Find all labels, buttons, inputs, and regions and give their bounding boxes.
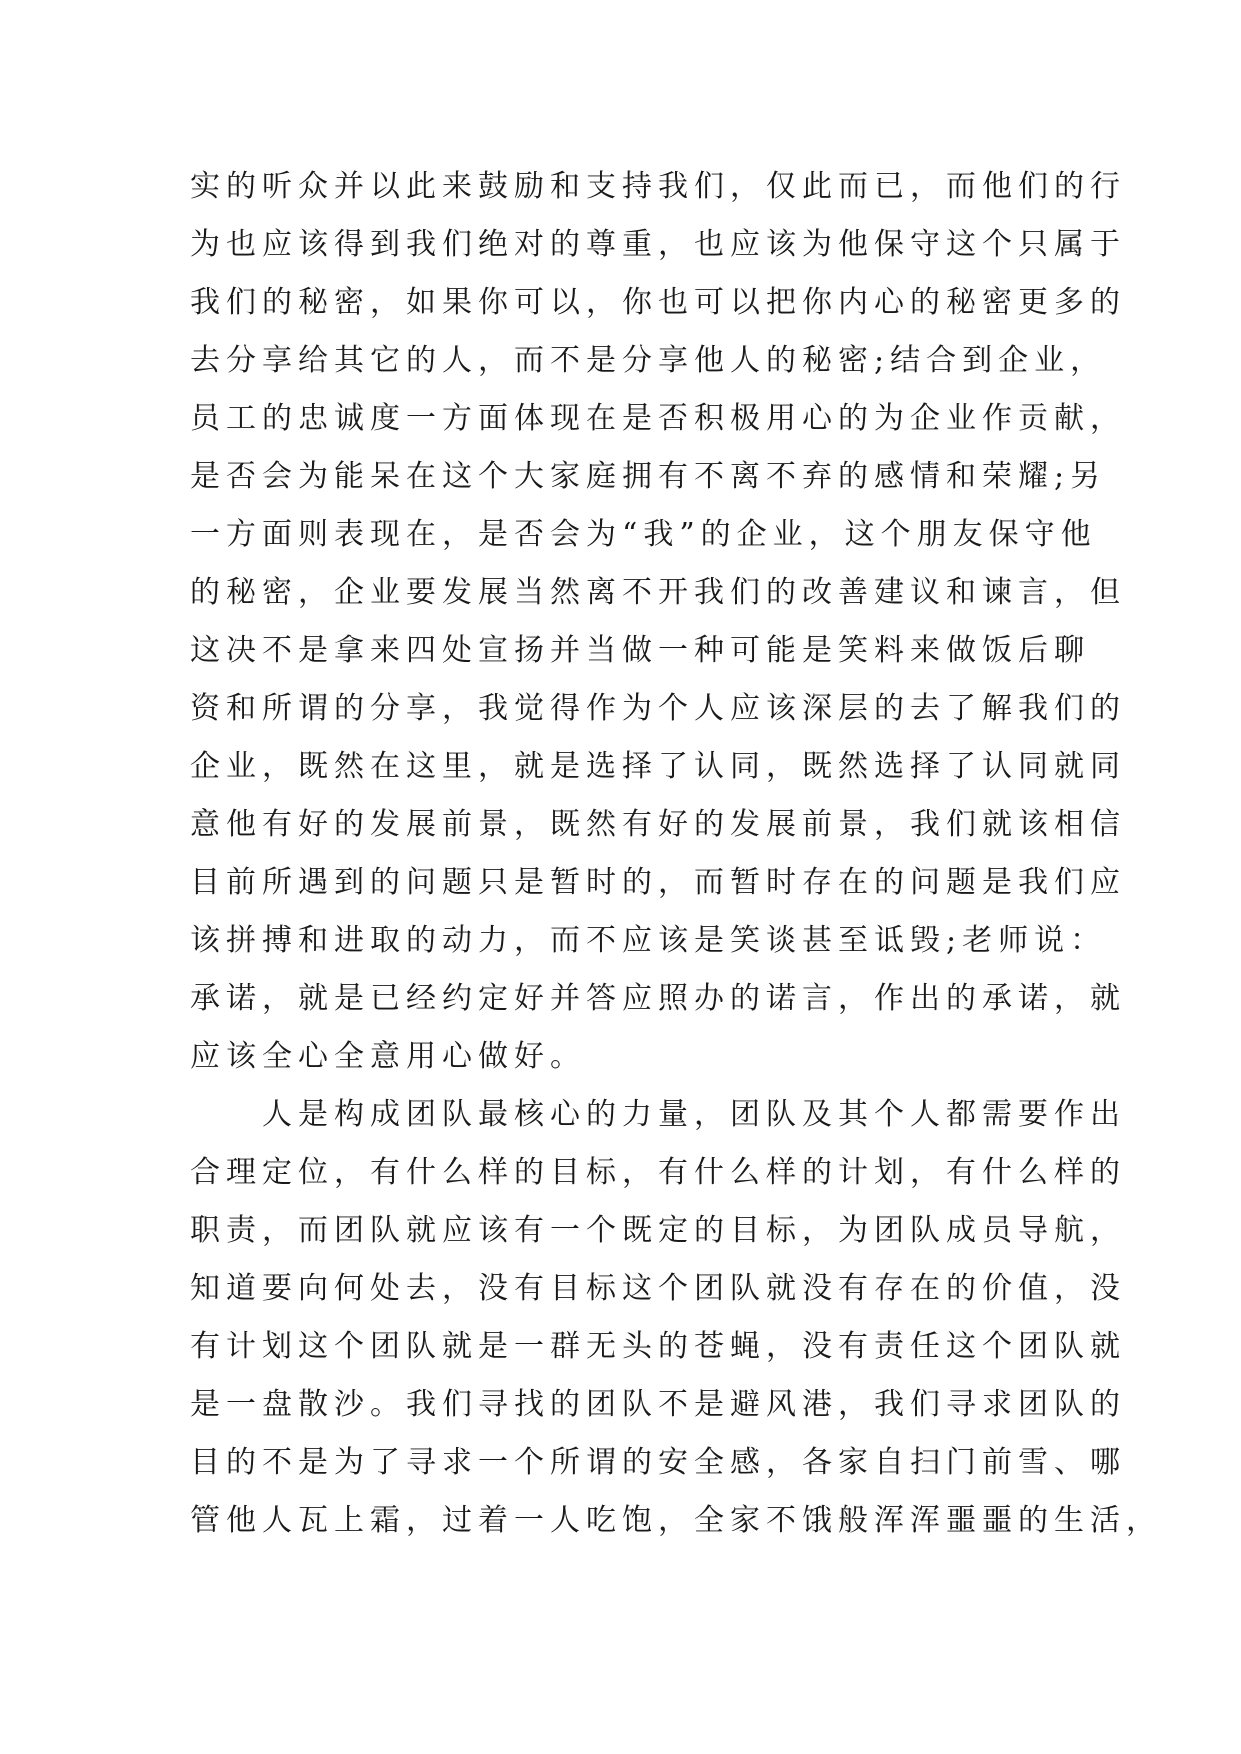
text-line: 这决不是拿来四处宣扬并当做一种可能是笑料来做饭后聊: [190, 633, 1090, 668]
text-line: 目前所遇到的问题只是暂时的，而暂时存在的问题是我们应: [190, 865, 1126, 900]
text-line: 员工的忠诚度一方面体现在是否积极用心的为企业作贡献，: [190, 401, 1126, 436]
text-line: 是否会为能呆在这个大家庭拥有不离不弃的感情和荣耀;另: [190, 459, 1107, 494]
text-line: 管他人瓦上霜，过着一人吃饱，全家不饿般浑浑噩噩的生活，: [190, 1503, 1162, 1538]
body-text: [190, 158, 1162, 1550]
text-line: 一方面则表现在，是否会为“我”的企业，这个朋友保守他: [190, 517, 1097, 552]
text-line: 资和所谓的分享，我觉得作为个人应该深层的去了解我们的: [190, 691, 1126, 726]
text-line: 承诺，就是已经约定好并答应照办的诺言，作出的承诺，就: [190, 981, 1126, 1016]
text-line: 我们的秘密，如果你可以，你也可以把你内心的秘密更多的: [190, 285, 1126, 320]
text-line: 的秘密，企业要发展当然离不开我们的改善建议和谏言，但: [190, 575, 1126, 610]
text-line: 有计划这个团队就是一群无头的苍蝇，没有责任这个团队就: [190, 1329, 1126, 1364]
text-line: 该拼搏和进取的动力，而不应该是笑谈甚至诋毁;老师说：: [190, 923, 1107, 958]
text-line: 去分享给其它的人，而不是分享他人的秘密;结合到企业，: [190, 343, 1107, 378]
text-line: 人是构成团队最核心的力量，团队及其个人都需要作出: [190, 1097, 1126, 1132]
text-line: 合理定位，有什么样的目标，有什么样的计划，有什么样的: [190, 1155, 1126, 1190]
text-line: 应该全心全意用心做好。: [190, 1039, 586, 1074]
text-line: 实的听众并以此来鼓励和支持我们，仅此而已，而他们的行: [190, 169, 1126, 204]
text-line: 为也应该得到我们绝对的尊重，也应该为他保守这个只属于: [190, 227, 1126, 262]
text-line: 目的不是为了寻求一个所谓的安全感，各家自扫门前雪、哪: [190, 1445, 1126, 1480]
text-line: 意他有好的发展前景，既然有好的发展前景，我们就该相信: [190, 807, 1126, 842]
text-line: 职责，而团队就应该有一个既定的目标，为团队成员导航，: [190, 1213, 1126, 1248]
text-line: 知道要向何处去，没有目标这个团队就没有存在的价值，没: [190, 1271, 1126, 1306]
text-line: 是一盘散沙。我们寻找的团队不是避风港，我们寻求团队的: [190, 1387, 1126, 1422]
text-line: 企业，既然在这里，就是选择了认同，既然选择了认同就同: [190, 749, 1126, 784]
